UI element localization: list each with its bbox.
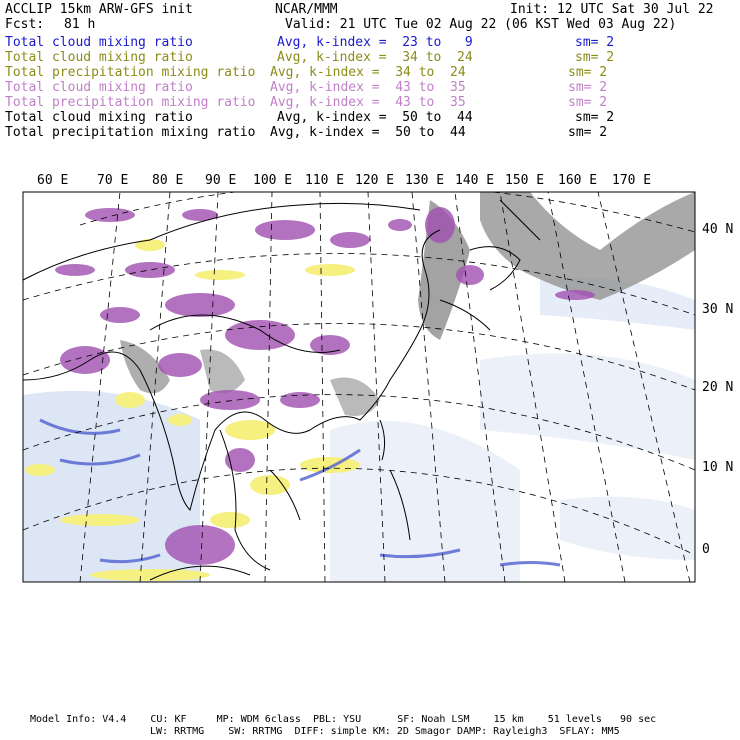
- longitude-label: 80 E: [152, 173, 184, 188]
- legend-field: Total cloud mixing ratio: [5, 35, 193, 50]
- latitude-label: 10 N: [702, 460, 734, 475]
- legend-field: Total cloud mixing ratio: [5, 110, 193, 125]
- legend-field: Total cloud mixing ratio: [5, 80, 193, 95]
- model-physics: LW: RRTMG SW: RRTMG DIFF: simple KM: 2D Smagor DAMP: Rayleigh3 SFLAY: MM5: [150, 726, 620, 737]
- legend-kindex: Avg, k-index = 50 to 44: [270, 125, 466, 140]
- longitude-label: 160 E: [558, 173, 598, 188]
- longitude-label: 140 E: [455, 173, 495, 188]
- longitude-label: 70 E: [97, 173, 129, 188]
- light-cloud-shading: [23, 278, 695, 583]
- init-time: Init: 12 UTC Sat 30 Jul 22: [510, 2, 714, 17]
- forecast-hour: 81 h: [64, 17, 96, 32]
- legend-kindex: Avg, k-index = 43 to 35: [270, 95, 466, 110]
- agency-label: NCAR/MMM: [275, 2, 338, 17]
- latitude-label: 20 N: [702, 380, 734, 395]
- model-title: ACCLIP 15km ARW-GFS init: [5, 2, 193, 17]
- legend-kindex: Avg, k-index = 34 to 24: [270, 65, 466, 80]
- legend-smoothing: sm= 2: [575, 35, 615, 50]
- legend-smoothing: sm= 2: [568, 65, 608, 80]
- latitude-label: 40 N: [702, 222, 734, 237]
- legend-smoothing: sm= 2: [568, 95, 608, 110]
- legend-smoothing: sm= 2: [568, 125, 608, 140]
- legend-smoothing: sm= 2: [575, 50, 615, 65]
- legend-kindex: Avg, k-index = 34 to 24: [277, 50, 473, 65]
- legend-field: Total precipitation mixing ratio: [5, 95, 256, 110]
- legend-field: Total precipitation mixing ratio: [5, 125, 256, 140]
- longitude-label: 60 E: [37, 173, 69, 188]
- legend-smoothing: sm= 2: [575, 110, 615, 125]
- legend-field: Total cloud mixing ratio: [5, 50, 193, 65]
- longitude-label: 130 E: [405, 173, 445, 188]
- model-info: Model Info: V4.4 CU: KF MP: WDM 6class PBL: YSU SF: Noah LSM 15 km 51 levels 90 sec: [30, 714, 657, 725]
- legend-kindex: Avg, k-index = 50 to 44: [277, 110, 473, 125]
- legend-field: Total precipitation mixing ratio: [5, 65, 256, 80]
- forecast-label: Fcst:: [5, 17, 45, 32]
- longitude-label: 120 E: [355, 173, 395, 188]
- valid-time: Valid: 21 UTC Tue 02 Aug 22 (06 KST Wed 03 Aug 22): [285, 17, 677, 32]
- longitude-label: 110 E: [305, 173, 345, 188]
- legend-kindex: Avg, k-index = 43 to 35: [270, 80, 466, 95]
- latitude-label: 0: [702, 542, 710, 557]
- legend-smoothing: sm= 2: [568, 80, 608, 95]
- longitude-label: 100 E: [253, 173, 293, 188]
- longitude-label: 90 E: [205, 173, 237, 188]
- legend-kindex: Avg, k-index = 23 to 9: [277, 35, 473, 50]
- latitude-label: 30 N: [702, 302, 734, 317]
- longitude-label: 170 E: [612, 173, 652, 188]
- longitude-label: 150 E: [505, 173, 545, 188]
